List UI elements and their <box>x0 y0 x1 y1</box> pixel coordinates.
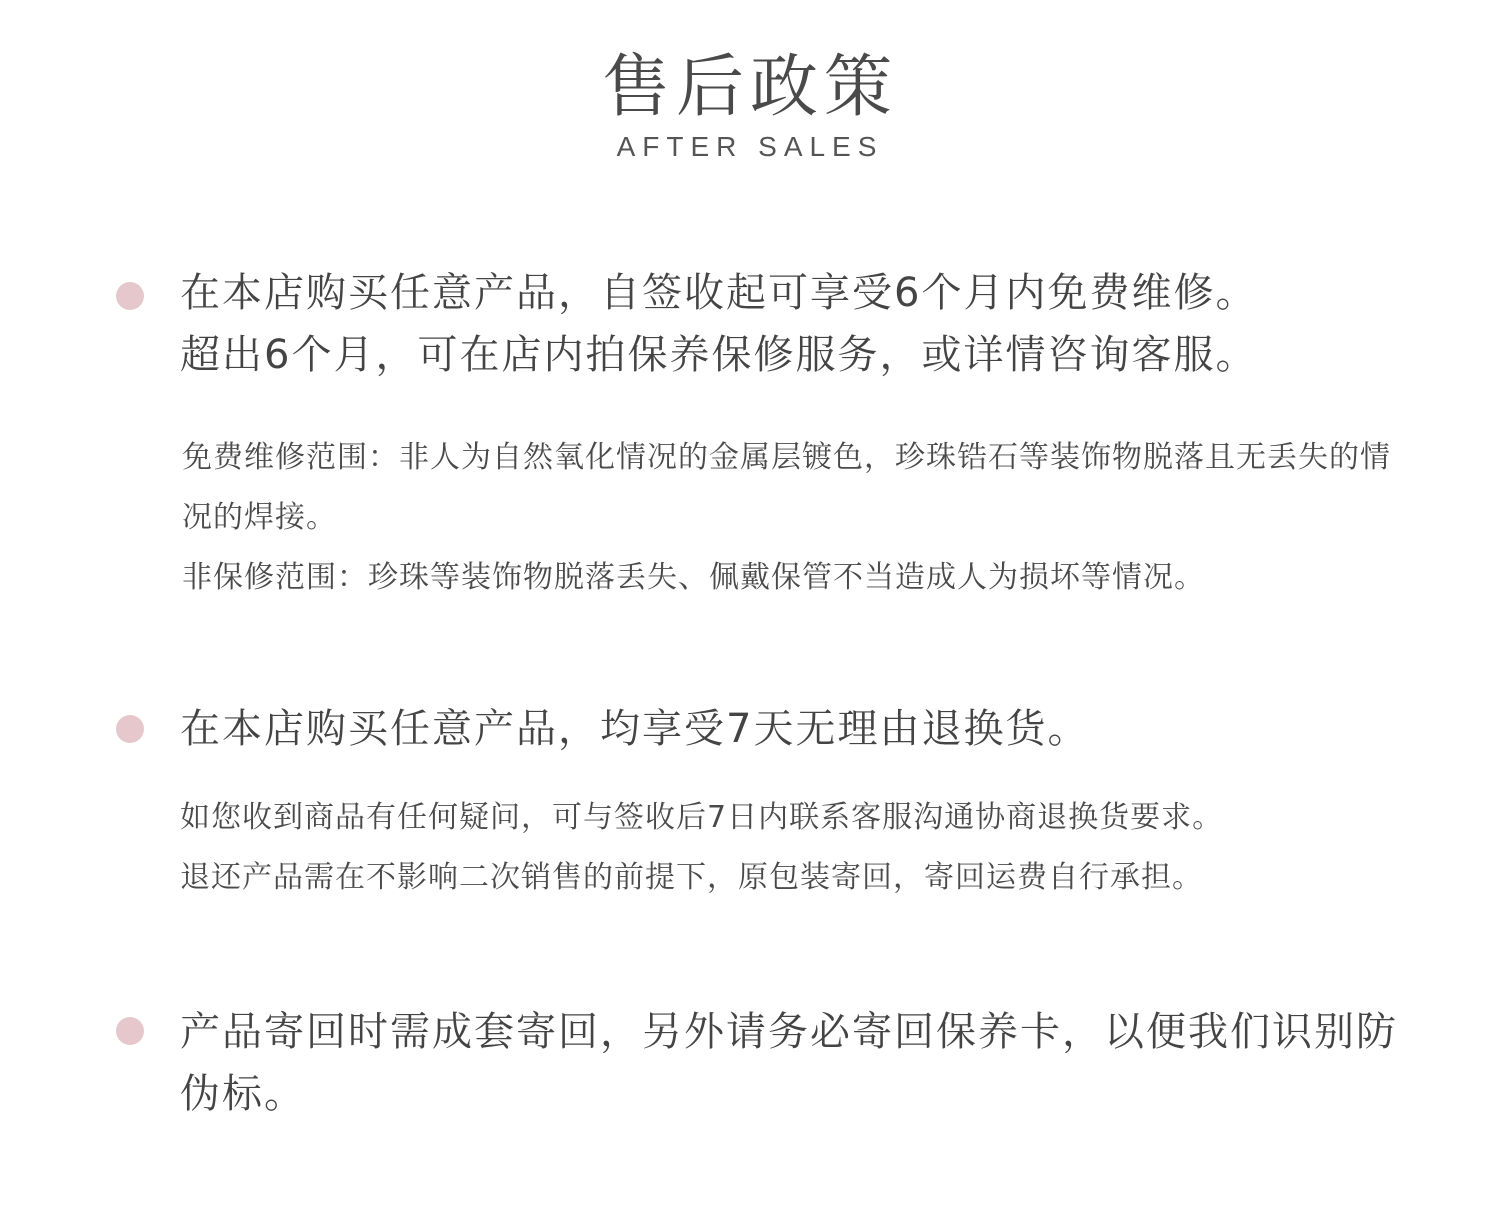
page-title: 售后政策 <box>601 48 898 127</box>
send-back-policy-lead: 产品寄回时需成套寄回，另外请务必寄回保养卡，以便我们识别防伪标。 <box>180 1009 1398 1117</box>
page-header <box>0 48 1500 164</box>
repair-policy-details <box>182 428 1402 608</box>
non-warranty-scope-text: 非保修范围：珍珠等装饰物脱落丢失、佩戴保管不当造成人为损坏等情况。 <box>182 560 1205 595</box>
return-policy-lead: 在本店购买任意产品，均享受7天无理由退换货。 <box>180 706 1090 752</box>
repair-scope-text: 免费维修范围：非人为自然氧化情况的金属层镀色，珍珠锆石等装饰物脱落且无丢失的情况的焊接。 <box>182 440 1391 535</box>
repair-policy-lead: 在本店购买任意产品，自签收起可享受6个月内免费维修。 超出6个月，可在店内拍保养保修服务，或详情咨询客服。 <box>180 270 1258 378</box>
return-policy-details <box>180 788 1400 908</box>
bullet-dot-icon <box>116 1017 144 1045</box>
page-subtitle: AFTER SALES <box>616 131 884 162</box>
return-condition-text: 退还产品需在不影响二次销售的前提下，原包装寄回，寄回运费自行承担。 <box>180 860 1203 895</box>
return-contact-text: 如您收到商品有任何疑问，可与签收后7日内联系客服沟通协商退换货要求。 <box>180 800 1224 835</box>
bullet-dot-icon <box>116 715 144 743</box>
bullet-dot-icon <box>116 282 144 310</box>
